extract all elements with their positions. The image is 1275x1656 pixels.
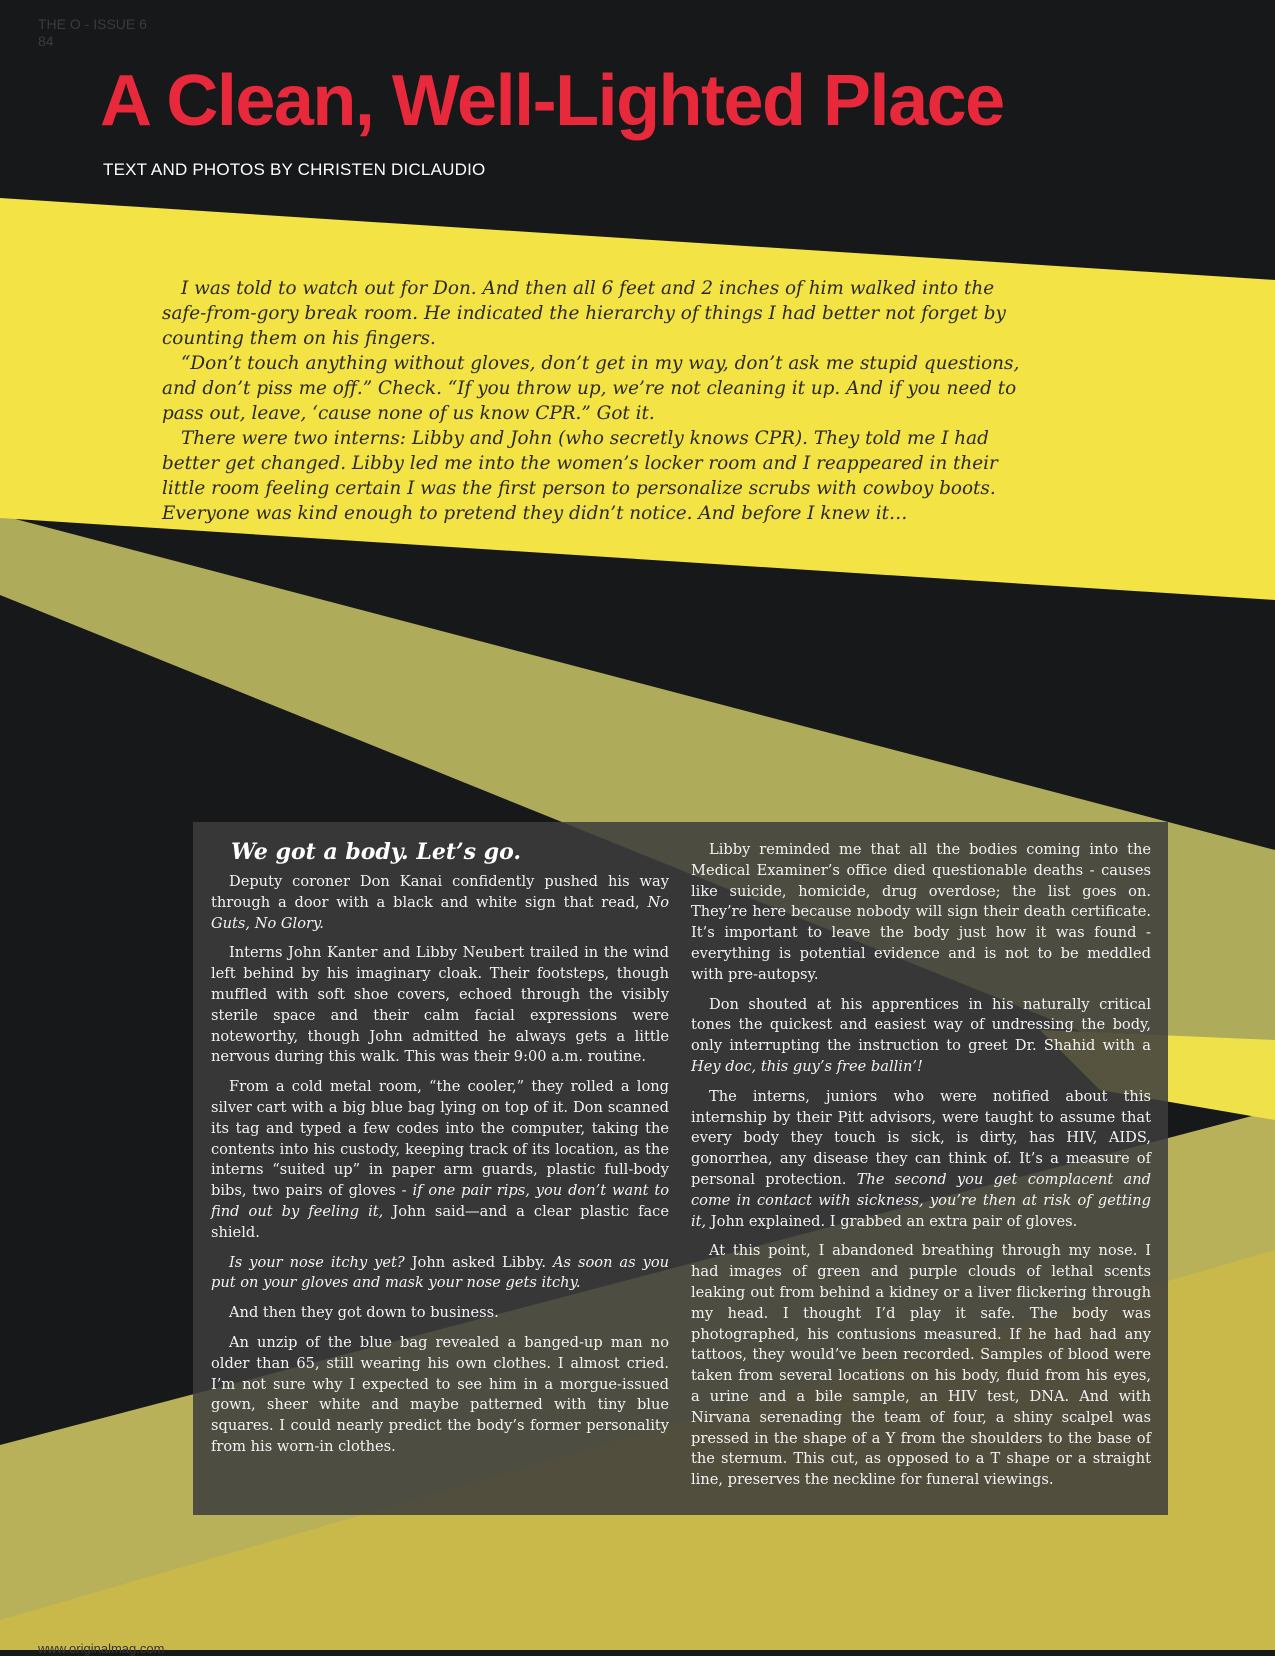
article-paragraph	[211, 1077, 669, 1243]
article-paragraph: At this point, I abandoned breathing through my nose. I had images of green and purple clouds of lethal scents leaking out from behind a kidney or a liver flickering through my head. I thought I’d play it safe. The body was photographed, his contusions measured. If he had had any tattoos, they would’ve been recorded. Samples of blood were taken from several locations on his body, fluid from his eyes, a urine and a bile sample, an HIV test, DNA. And with Nirvana serenading the team of four, a shiny scalpel was pressed in the shape of a Y from the shoulders to the base of the sternum. This cut, as opposed to a T shape or a straight line, preserves the neckline for funeral viewings.	[691, 1242, 1151, 1489]
article-paragraph	[691, 995, 1151, 1078]
footer-url: www.originalmag.com	[38, 1641, 165, 1656]
intro-text	[162, 276, 1042, 526]
intro-paragraph: “Don’t touch anything without gloves, don’t get in my way, don’t ask me stupid questions, and don’t piss me off.” Check. “If you throw up, we’re not cleaning it up. And if you need to pass out, leave, ‘cause none of us know CPR.” Got it.	[162, 353, 1020, 424]
paragraph-text: The interns, juniors who were notified about this internship by their Pitt advisors, were taught to assume that every body they touch is sick, is dirty, has HIV, AIDS, gonorrhea, any disease they can think of. It’s a measure of personal protection.	[691, 1087, 1151, 1188]
quote-text: Is your nose itchy yet?	[229, 1253, 405, 1271]
article-title: A Clean, Well-Lighted Place	[100, 61, 1004, 141]
byline: TEXT AND PHOTOS BY CHRISTEN DICLAUDIO	[103, 160, 486, 179]
paragraph-text: Deputy coroner Don Kanai confidently pushed his way through a door with a black and white sign that read,	[211, 873, 669, 911]
intro-paragraph: There were two interns: Libby and John (who secretly knows CPR). They told me I had better get changed. Libby led me into the women’s locker room and I reappeared in their little room feeling certain I was the first person to personalize scrubs with cowboy boots. Everyone was kind enough to pretend they didn’t notice. And before I knew it…	[162, 428, 998, 524]
article-body-panel	[193, 822, 1168, 1515]
quote-text: As soon as you put on your gloves and mask your nose gets itchy.	[211, 1253, 670, 1292]
sign-quote: No Guts, No Glory.	[211, 893, 669, 932]
article-subhead: We got a body. Let’s go.	[231, 839, 522, 865]
article-paragraph	[691, 1087, 1151, 1233]
quote-text: Hey doc, this guy’s free ballin’!	[691, 1057, 923, 1075]
quote-text: The second you get complacent and come in contact with sickness, you’re then at risk of getting it,	[691, 1170, 1151, 1230]
intro-paragraph: I was told to watch out for Don. And then all 6 feet and 2 inches of him walked into the safe-from-gory break room. He indicated the hierarchy of things I had better not forget by counting them on his fingers.	[162, 278, 1006, 349]
article-paragraph: Libby reminded me that all the bodies coming into the Medical Examiner’s office died questionable deaths - causes like suicide, homicide, drug overdose; the list goes on. They’re here because nobody will sign their death certificate. It’s important to leave the body just how it was found - everything is potential evidence and is not to be meddled with pre-autopsy.	[691, 841, 1151, 983]
article-column-left	[211, 837, 669, 1467]
article-paragraph: An unzip of the blue bag revealed a banged-up man no older than 65, still wearing his own clothes. I almost cried. I’m not sure why I expected to see him in a morgue-issued gown, sheer white and maybe patterned with tiny blue squares. I could nearly predict the body’s former personality from his worn-in clothes.	[211, 1333, 669, 1455]
article-paragraph	[211, 872, 669, 934]
paragraph-text: John asked Libby.	[404, 1253, 554, 1271]
article-column-right	[691, 840, 1151, 1500]
quote-text: if one pair rips, you don’t want to find out by feeling it,	[211, 1182, 669, 1220]
article-paragraph: Interns John Kanter and Libby Neubert trailed in the wind left behind by his imaginary cloak. Their footsteps, though muffled with soft shoe covers, echoed through the visibly sterile space and their calm facial expressions were noteworthy, though John admitted he always gets a little nervous during this walk. This was their 9:00 a.m. routine.	[211, 944, 669, 1066]
paragraph-text: John said—and a clear plastic face shield.	[211, 1202, 669, 1241]
page-number: 84	[38, 33, 54, 49]
paragraph-text: From a cold metal room, “the cooler,” they rolled a long silver cart with a big blue bag lying on top of it. Don scanned its tag and typed a few codes into the computer, taking the contents into his custody, keeping track of its location, as the interns “suited up” in paper arm guards, plastic full-body bibs, two pairs of gloves -	[211, 1078, 669, 1200]
article-paragraph: And then they got down to business.	[229, 1304, 499, 1322]
magazine-issue: THE O - ISSUE 6	[38, 16, 147, 32]
paragraph-text: Don shouted at his apprentices in his naturally critical tones the quickest and easiest way of undressing the body, only interrupting the instruction to greet Dr. Shahid with a	[691, 995, 1151, 1055]
paragraph-text: John explained. I grabbed an extra pair of gloves.	[706, 1212, 1078, 1230]
article-paragraph	[211, 1253, 669, 1295]
issue-info	[38, 16, 147, 50]
